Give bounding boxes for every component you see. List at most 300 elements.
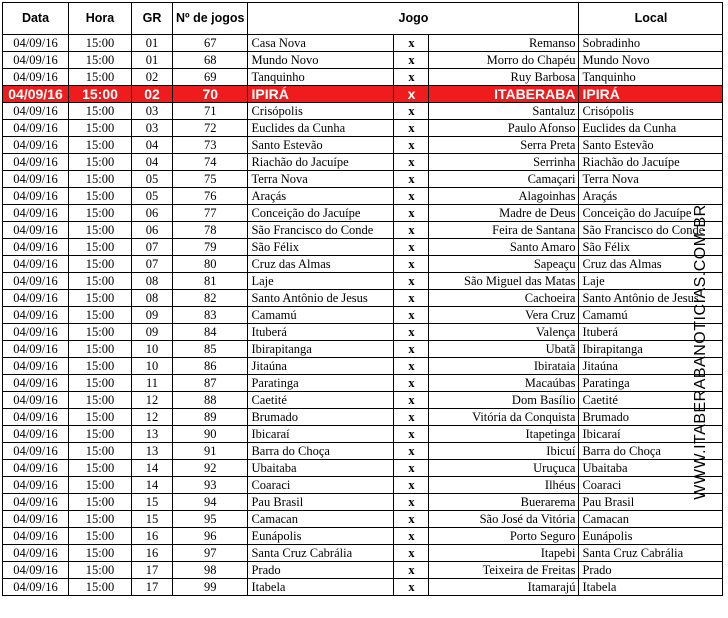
cell-hora: 15:00 bbox=[69, 392, 132, 409]
cell-num-jogo: 84 bbox=[173, 324, 248, 341]
table-row bbox=[3, 494, 723, 511]
cell-num-jogo: 70 bbox=[173, 86, 248, 103]
cell-home-team: São Félix bbox=[248, 239, 394, 256]
cell-hora: 15:00 bbox=[69, 188, 132, 205]
cell-local: Laje bbox=[579, 273, 723, 290]
cell-data: 04/09/16 bbox=[3, 562, 69, 579]
cell-gr: 01 bbox=[132, 35, 173, 52]
cell-num-jogo: 72 bbox=[173, 120, 248, 137]
cell-num-jogo: 73 bbox=[173, 137, 248, 154]
cell-versus: x bbox=[394, 409, 429, 426]
cell-hora: 15:00 bbox=[69, 120, 132, 137]
cell-local: Araçás bbox=[579, 188, 723, 205]
table-row bbox=[3, 562, 723, 579]
cell-versus: x bbox=[394, 69, 429, 86]
cell-local: Caetité bbox=[579, 392, 723, 409]
cell-num-jogo: 88 bbox=[173, 392, 248, 409]
cell-local: Ubaitaba bbox=[579, 460, 723, 477]
cell-gr: 02 bbox=[132, 86, 173, 103]
cell-home-team: Ibirapitanga bbox=[248, 341, 394, 358]
cell-gr: 11 bbox=[132, 375, 173, 392]
cell-versus: x bbox=[394, 545, 429, 562]
header-data: Data bbox=[3, 3, 69, 35]
table-row bbox=[3, 477, 723, 494]
table-row bbox=[3, 341, 723, 358]
cell-gr: 16 bbox=[132, 528, 173, 545]
cell-hora: 15:00 bbox=[69, 426, 132, 443]
cell-home-team: Paratinga bbox=[248, 375, 394, 392]
cell-versus: x bbox=[394, 528, 429, 545]
cell-versus: x bbox=[394, 137, 429, 154]
cell-local: Brumado bbox=[579, 409, 723, 426]
header-gr: GR bbox=[132, 3, 173, 35]
cell-away-team: Macaúbas bbox=[429, 375, 579, 392]
cell-home-team: Riachão do Jacuípe bbox=[248, 154, 394, 171]
cell-versus: x bbox=[394, 256, 429, 273]
cell-versus: x bbox=[394, 426, 429, 443]
cell-data: 04/09/16 bbox=[3, 545, 69, 562]
cell-home-team: Brumado bbox=[248, 409, 394, 426]
cell-versus: x bbox=[394, 341, 429, 358]
cell-home-team: Conceição do Jacuípe bbox=[248, 205, 394, 222]
cell-local: Santo Estevão bbox=[579, 137, 723, 154]
cell-hora: 15:00 bbox=[69, 171, 132, 188]
table-row bbox=[3, 528, 723, 545]
cell-away-team: Ilhéus bbox=[429, 477, 579, 494]
cell-away-team: Itapetinga bbox=[429, 426, 579, 443]
table-row bbox=[3, 120, 723, 137]
cell-local: Mundo Novo bbox=[579, 52, 723, 69]
cell-home-team: IPIRÁ bbox=[248, 86, 394, 103]
cell-hora: 15:00 bbox=[69, 52, 132, 69]
cell-local: Santo Antônio de Jesus bbox=[579, 290, 723, 307]
cell-versus: x bbox=[394, 511, 429, 528]
cell-away-team: Serrinha bbox=[429, 154, 579, 171]
cell-gr: 16 bbox=[132, 545, 173, 562]
cell-versus: x bbox=[394, 222, 429, 239]
cell-data: 04/09/16 bbox=[3, 171, 69, 188]
header-local: Local bbox=[579, 3, 723, 35]
cell-data: 04/09/16 bbox=[3, 86, 69, 103]
cell-away-team: Alagoinhas bbox=[429, 188, 579, 205]
cell-home-team: Euclides da Cunha bbox=[248, 120, 394, 137]
cell-gr: 06 bbox=[132, 222, 173, 239]
cell-away-team: Valença bbox=[429, 324, 579, 341]
cell-data: 04/09/16 bbox=[3, 103, 69, 120]
cell-hora: 15:00 bbox=[69, 205, 132, 222]
table-row bbox=[3, 426, 723, 443]
cell-data: 04/09/16 bbox=[3, 137, 69, 154]
cell-local: Cruz das Almas bbox=[579, 256, 723, 273]
cell-away-team: Dom Basílio bbox=[429, 392, 579, 409]
cell-gr: 17 bbox=[132, 579, 173, 596]
cell-home-team: Jitaúna bbox=[248, 358, 394, 375]
cell-hora: 15:00 bbox=[69, 443, 132, 460]
cell-hora: 15:00 bbox=[69, 460, 132, 477]
cell-data: 04/09/16 bbox=[3, 528, 69, 545]
cell-data: 04/09/16 bbox=[3, 154, 69, 171]
cell-away-team: Ibirataia bbox=[429, 358, 579, 375]
cell-data: 04/09/16 bbox=[3, 409, 69, 426]
cell-num-jogo: 87 bbox=[173, 375, 248, 392]
cell-gr: 05 bbox=[132, 188, 173, 205]
schedule-table-container bbox=[2, 2, 723, 596]
cell-local: Eunápolis bbox=[579, 528, 723, 545]
cell-away-team: Serra Preta bbox=[429, 137, 579, 154]
table-row bbox=[3, 222, 723, 239]
cell-away-team: Uruçuca bbox=[429, 460, 579, 477]
cell-gr: 08 bbox=[132, 273, 173, 290]
cell-away-team: Vera Cruz bbox=[429, 307, 579, 324]
cell-num-jogo: 89 bbox=[173, 409, 248, 426]
cell-data: 04/09/16 bbox=[3, 222, 69, 239]
cell-num-jogo: 93 bbox=[173, 477, 248, 494]
cell-versus: x bbox=[394, 86, 429, 103]
table-row bbox=[3, 460, 723, 477]
cell-home-team: Ubaitaba bbox=[248, 460, 394, 477]
table-row bbox=[3, 545, 723, 562]
cell-away-team: ITABERABA bbox=[429, 86, 579, 103]
table-row bbox=[3, 375, 723, 392]
cell-away-team: Morro do Chapéu bbox=[429, 52, 579, 69]
cell-data: 04/09/16 bbox=[3, 188, 69, 205]
cell-versus: x bbox=[394, 460, 429, 477]
cell-num-jogo: 67 bbox=[173, 35, 248, 52]
cell-local: IPIRÁ bbox=[579, 86, 723, 103]
table-row bbox=[3, 290, 723, 307]
cell-data: 04/09/16 bbox=[3, 273, 69, 290]
cell-versus: x bbox=[394, 358, 429, 375]
cell-versus: x bbox=[394, 392, 429, 409]
cell-local: Conceição do Jacuípe bbox=[579, 205, 723, 222]
cell-away-team: Ubatã bbox=[429, 341, 579, 358]
cell-num-jogo: 96 bbox=[173, 528, 248, 545]
cell-gr: 04 bbox=[132, 137, 173, 154]
cell-away-team: Santo Amaro bbox=[429, 239, 579, 256]
cell-away-team: Teixeira de Freitas bbox=[429, 562, 579, 579]
cell-hora: 15:00 bbox=[69, 375, 132, 392]
cell-num-jogo: 98 bbox=[173, 562, 248, 579]
cell-local: Camamú bbox=[579, 307, 723, 324]
cell-versus: x bbox=[394, 477, 429, 494]
cell-num-jogo: 95 bbox=[173, 511, 248, 528]
table-row bbox=[3, 154, 723, 171]
table-row bbox=[3, 307, 723, 324]
cell-gr: 02 bbox=[132, 69, 173, 86]
cell-data: 04/09/16 bbox=[3, 307, 69, 324]
cell-hora: 15:00 bbox=[69, 494, 132, 511]
cell-data: 04/09/16 bbox=[3, 460, 69, 477]
table-row bbox=[3, 35, 723, 52]
table-row bbox=[3, 239, 723, 256]
cell-hora: 15:00 bbox=[69, 35, 132, 52]
cell-gr: 04 bbox=[132, 154, 173, 171]
cell-hora: 15:00 bbox=[69, 579, 132, 596]
cell-versus: x bbox=[394, 35, 429, 52]
table-row bbox=[3, 103, 723, 120]
cell-gr: 01 bbox=[132, 52, 173, 69]
cell-away-team: São José da Vitória bbox=[429, 511, 579, 528]
cell-num-jogo: 75 bbox=[173, 171, 248, 188]
cell-gr: 06 bbox=[132, 205, 173, 222]
cell-hora: 15:00 bbox=[69, 222, 132, 239]
cell-away-team: Remanso bbox=[429, 35, 579, 52]
cell-home-team: Itabela bbox=[248, 579, 394, 596]
cell-local: Riachão do Jacuípe bbox=[579, 154, 723, 171]
cell-data: 04/09/16 bbox=[3, 324, 69, 341]
cell-home-team: Eunápolis bbox=[248, 528, 394, 545]
cell-gr: 15 bbox=[132, 511, 173, 528]
cell-versus: x bbox=[394, 205, 429, 222]
cell-num-jogo: 79 bbox=[173, 239, 248, 256]
cell-hora: 15:00 bbox=[69, 545, 132, 562]
cell-local: Santa Cruz Cabrália bbox=[579, 545, 723, 562]
table-row bbox=[3, 188, 723, 205]
cell-num-jogo: 80 bbox=[173, 256, 248, 273]
cell-local: Camacan bbox=[579, 511, 723, 528]
cell-data: 04/09/16 bbox=[3, 375, 69, 392]
cell-home-team: Coaraci bbox=[248, 477, 394, 494]
cell-versus: x bbox=[394, 579, 429, 596]
cell-home-team: Prado bbox=[248, 562, 394, 579]
cell-local: Pau Brasil bbox=[579, 494, 723, 511]
cell-home-team: Barra do Choça bbox=[248, 443, 394, 460]
cell-hora: 15:00 bbox=[69, 137, 132, 154]
cell-home-team: Araçás bbox=[248, 188, 394, 205]
cell-num-jogo: 85 bbox=[173, 341, 248, 358]
cell-hora: 15:00 bbox=[69, 562, 132, 579]
cell-home-team: Santo Estevão bbox=[248, 137, 394, 154]
table-row bbox=[3, 443, 723, 460]
cell-home-team: Camamú bbox=[248, 307, 394, 324]
cell-versus: x bbox=[394, 375, 429, 392]
cell-home-team: Camacan bbox=[248, 511, 394, 528]
cell-gr: 13 bbox=[132, 426, 173, 443]
cell-hora: 15:00 bbox=[69, 69, 132, 86]
cell-num-jogo: 92 bbox=[173, 460, 248, 477]
cell-num-jogo: 99 bbox=[173, 579, 248, 596]
cell-home-team: Tanquinho bbox=[248, 69, 394, 86]
header-num-jogos: Nº de jogos bbox=[173, 3, 248, 35]
table-row bbox=[3, 358, 723, 375]
cell-away-team: São Miguel das Matas bbox=[429, 273, 579, 290]
cell-versus: x bbox=[394, 52, 429, 69]
cell-data: 04/09/16 bbox=[3, 52, 69, 69]
cell-gr: 08 bbox=[132, 290, 173, 307]
cell-hora: 15:00 bbox=[69, 358, 132, 375]
cell-home-team: São Francisco do Conde bbox=[248, 222, 394, 239]
cell-local: Tanquinho bbox=[579, 69, 723, 86]
cell-gr: 12 bbox=[132, 392, 173, 409]
cell-gr: 13 bbox=[132, 443, 173, 460]
cell-data: 04/09/16 bbox=[3, 35, 69, 52]
table-row bbox=[3, 69, 723, 86]
cell-versus: x bbox=[394, 239, 429, 256]
cell-home-team: Laje bbox=[248, 273, 394, 290]
cell-data: 04/09/16 bbox=[3, 69, 69, 86]
cell-gr: 17 bbox=[132, 562, 173, 579]
cell-hora: 15:00 bbox=[69, 86, 132, 103]
cell-home-team: Ituberá bbox=[248, 324, 394, 341]
cell-gr: 03 bbox=[132, 120, 173, 137]
cell-hora: 15:00 bbox=[69, 409, 132, 426]
cell-away-team: Santaluz bbox=[429, 103, 579, 120]
cell-away-team: Buerarema bbox=[429, 494, 579, 511]
cell-local: Ibirapitanga bbox=[579, 341, 723, 358]
cell-versus: x bbox=[394, 324, 429, 341]
cell-hora: 15:00 bbox=[69, 273, 132, 290]
cell-num-jogo: 86 bbox=[173, 358, 248, 375]
cell-data: 04/09/16 bbox=[3, 239, 69, 256]
cell-local: Ituberá bbox=[579, 324, 723, 341]
cell-data: 04/09/16 bbox=[3, 341, 69, 358]
cell-data: 04/09/16 bbox=[3, 579, 69, 596]
cell-num-jogo: 83 bbox=[173, 307, 248, 324]
cell-home-team: Crisópolis bbox=[248, 103, 394, 120]
cell-versus: x bbox=[394, 103, 429, 120]
watermark-text: WWW.ITABERABANOTICIAS.COM.BR bbox=[692, 204, 709, 500]
cell-away-team: Itapebi bbox=[429, 545, 579, 562]
cell-data: 04/09/16 bbox=[3, 392, 69, 409]
cell-versus: x bbox=[394, 188, 429, 205]
cell-home-team: Santo Antônio de Jesus bbox=[248, 290, 394, 307]
cell-data: 04/09/16 bbox=[3, 290, 69, 307]
cell-home-team: Mundo Novo bbox=[248, 52, 394, 69]
cell-versus: x bbox=[394, 273, 429, 290]
cell-home-team: Casa Nova bbox=[248, 35, 394, 52]
cell-local: Paratinga bbox=[579, 375, 723, 392]
cell-away-team: Ruy Barbosa bbox=[429, 69, 579, 86]
cell-local: Terra Nova bbox=[579, 171, 723, 188]
cell-away-team: Ibicuí bbox=[429, 443, 579, 460]
cell-versus: x bbox=[394, 171, 429, 188]
cell-home-team: Terra Nova bbox=[248, 171, 394, 188]
cell-data: 04/09/16 bbox=[3, 443, 69, 460]
cell-gr: 09 bbox=[132, 307, 173, 324]
cell-num-jogo: 91 bbox=[173, 443, 248, 460]
table-row bbox=[3, 52, 723, 69]
cell-gr: 09 bbox=[132, 324, 173, 341]
cell-num-jogo: 81 bbox=[173, 273, 248, 290]
table-row bbox=[3, 256, 723, 273]
schedule-table bbox=[2, 2, 723, 596]
cell-local: Jitaúna bbox=[579, 358, 723, 375]
header-hora: Hora bbox=[69, 3, 132, 35]
cell-hora: 15:00 bbox=[69, 290, 132, 307]
cell-away-team: Vitória da Conquista bbox=[429, 409, 579, 426]
table-row bbox=[3, 409, 723, 426]
cell-away-team: Cachoeira bbox=[429, 290, 579, 307]
table-row bbox=[3, 579, 723, 596]
cell-local: São Félix bbox=[579, 239, 723, 256]
cell-away-team: Itamarajú bbox=[429, 579, 579, 596]
cell-hora: 15:00 bbox=[69, 528, 132, 545]
cell-data: 04/09/16 bbox=[3, 511, 69, 528]
cell-gr: 07 bbox=[132, 256, 173, 273]
cell-num-jogo: 74 bbox=[173, 154, 248, 171]
cell-num-jogo: 97 bbox=[173, 545, 248, 562]
cell-hora: 15:00 bbox=[69, 341, 132, 358]
cell-data: 04/09/16 bbox=[3, 426, 69, 443]
cell-gr: 10 bbox=[132, 341, 173, 358]
cell-num-jogo: 90 bbox=[173, 426, 248, 443]
cell-local: São Francisco do Conde bbox=[579, 222, 723, 239]
cell-home-team: Caetité bbox=[248, 392, 394, 409]
table-row-highlighted bbox=[3, 86, 723, 103]
cell-data: 04/09/16 bbox=[3, 358, 69, 375]
cell-away-team: Camaçari bbox=[429, 171, 579, 188]
cell-gr: 03 bbox=[132, 103, 173, 120]
cell-away-team: Feira de Santana bbox=[429, 222, 579, 239]
cell-data: 04/09/16 bbox=[3, 494, 69, 511]
cell-home-team: Ibicaraí bbox=[248, 426, 394, 443]
cell-num-jogo: 71 bbox=[173, 103, 248, 120]
cell-num-jogo: 82 bbox=[173, 290, 248, 307]
cell-hora: 15:00 bbox=[69, 307, 132, 324]
cell-gr: 07 bbox=[132, 239, 173, 256]
cell-gr: 05 bbox=[132, 171, 173, 188]
cell-away-team: Madre de Deus bbox=[429, 205, 579, 222]
table-row bbox=[3, 511, 723, 528]
cell-local: Coaraci bbox=[579, 477, 723, 494]
table-row bbox=[3, 392, 723, 409]
cell-data: 04/09/16 bbox=[3, 477, 69, 494]
cell-away-team: Porto Seguro bbox=[429, 528, 579, 545]
cell-data: 04/09/16 bbox=[3, 120, 69, 137]
cell-hora: 15:00 bbox=[69, 324, 132, 341]
cell-versus: x bbox=[394, 290, 429, 307]
cell-away-team: Sapeaçu bbox=[429, 256, 579, 273]
cell-local: Ibicaraí bbox=[579, 426, 723, 443]
cell-versus: x bbox=[394, 120, 429, 137]
cell-hora: 15:00 bbox=[69, 477, 132, 494]
cell-local: Prado bbox=[579, 562, 723, 579]
cell-num-jogo: 68 bbox=[173, 52, 248, 69]
cell-gr: 14 bbox=[132, 477, 173, 494]
cell-gr: 14 bbox=[132, 460, 173, 477]
cell-num-jogo: 69 bbox=[173, 69, 248, 86]
cell-away-team: Paulo Afonso bbox=[429, 120, 579, 137]
cell-num-jogo: 78 bbox=[173, 222, 248, 239]
cell-hora: 15:00 bbox=[69, 154, 132, 171]
cell-gr: 12 bbox=[132, 409, 173, 426]
cell-num-jogo: 94 bbox=[173, 494, 248, 511]
cell-local: Crisópolis bbox=[579, 103, 723, 120]
cell-hora: 15:00 bbox=[69, 256, 132, 273]
header-row bbox=[3, 3, 723, 35]
cell-hora: 15:00 bbox=[69, 239, 132, 256]
table-row bbox=[3, 205, 723, 222]
cell-num-jogo: 77 bbox=[173, 205, 248, 222]
cell-versus: x bbox=[394, 307, 429, 324]
cell-versus: x bbox=[394, 494, 429, 511]
table-row bbox=[3, 137, 723, 154]
cell-home-team: Pau Brasil bbox=[248, 494, 394, 511]
cell-gr: 15 bbox=[132, 494, 173, 511]
cell-hora: 15:00 bbox=[69, 511, 132, 528]
cell-num-jogo: 76 bbox=[173, 188, 248, 205]
table-row bbox=[3, 171, 723, 188]
cell-versus: x bbox=[394, 154, 429, 171]
cell-data: 04/09/16 bbox=[3, 256, 69, 273]
cell-versus: x bbox=[394, 562, 429, 579]
cell-hora: 15:00 bbox=[69, 103, 132, 120]
cell-data: 04/09/16 bbox=[3, 205, 69, 222]
table-row bbox=[3, 273, 723, 290]
header-jogo: Jogo bbox=[248, 3, 579, 35]
cell-local: Sobradinho bbox=[579, 35, 723, 52]
cell-gr: 10 bbox=[132, 358, 173, 375]
